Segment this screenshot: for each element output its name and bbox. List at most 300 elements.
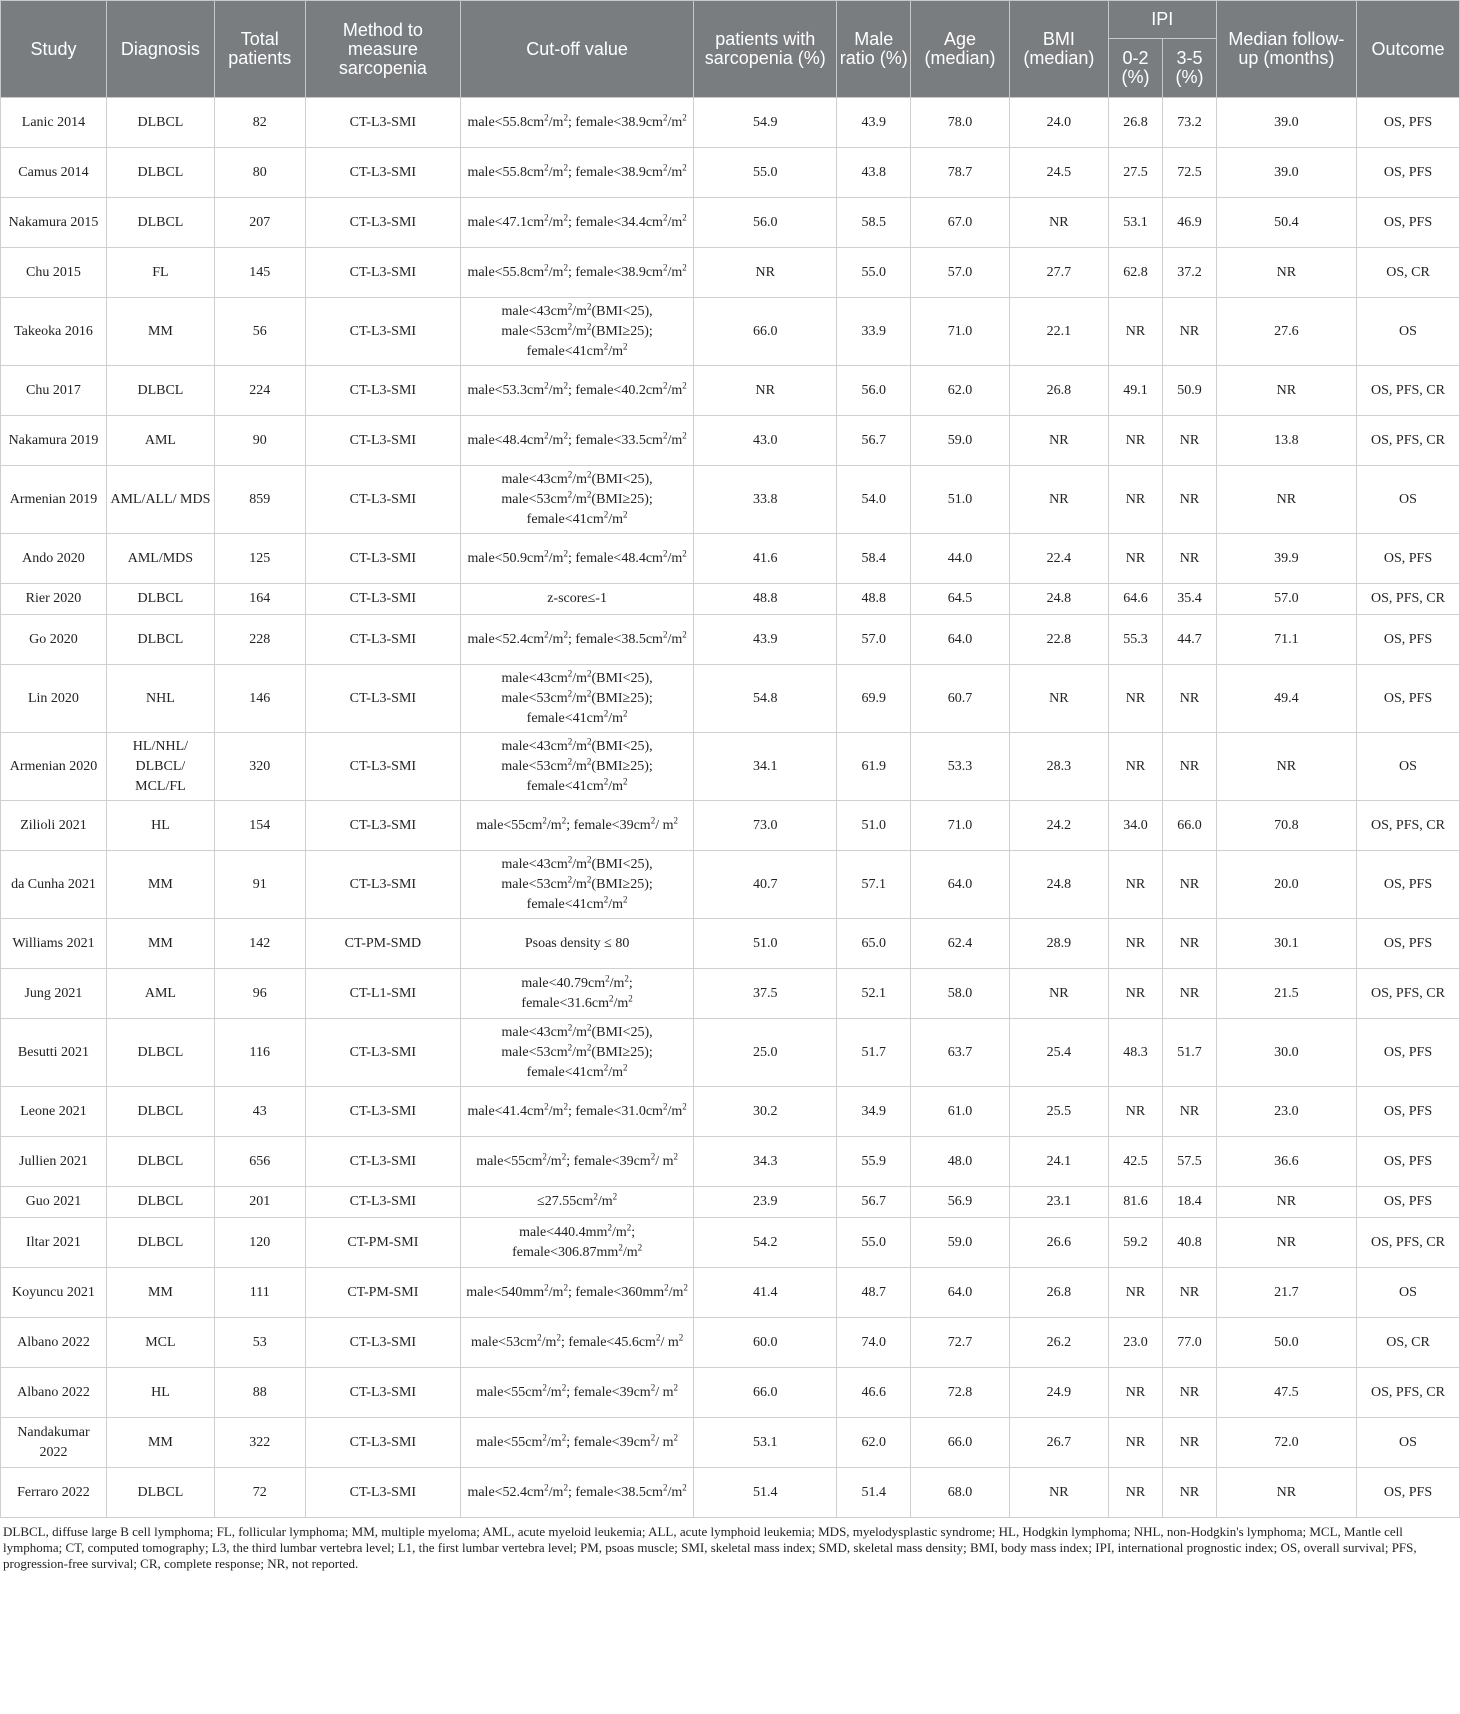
table-row bbox=[1, 98, 1460, 148]
header-male-ratio: Male ratio (%) bbox=[837, 1, 911, 98]
table-row bbox=[1, 801, 1460, 851]
method-cell: CT-L3-SMI bbox=[305, 851, 460, 919]
cutoff-cell: $male<43cm^2/m^2(BMI<25)$, $male<53cm^2/m^2(BMI\ge 25)$; $female<41cm^2/m^2$ bbox=[461, 851, 694, 919]
ipi-low-cell: NR bbox=[1108, 1418, 1162, 1468]
cutoff-cell: $male<55.8cm^2/m^2$; $female<38.9cm^2/m^2$ bbox=[461, 148, 694, 198]
method-cell: CT-L3-SMI bbox=[305, 198, 460, 248]
header-age: Age (median) bbox=[911, 1, 1010, 98]
outcome-cell: OS, PFS bbox=[1356, 615, 1459, 665]
header-ipi: IPI bbox=[1108, 1, 1216, 39]
diagnosis-cell: DLBCL bbox=[106, 615, 214, 665]
header-outcome: Outcome bbox=[1356, 1, 1459, 98]
ipi-low-cell: NR bbox=[1108, 969, 1162, 1019]
bmi-cell: NR bbox=[1009, 665, 1108, 733]
method-cell: CT-L3-SMI bbox=[305, 298, 460, 366]
followup-cell: NR bbox=[1216, 1218, 1356, 1268]
age-cell: 59.0 bbox=[911, 1218, 1010, 1268]
total-patients-cell: 43 bbox=[214, 1087, 305, 1137]
male-ratio-cell: 57.0 bbox=[837, 615, 911, 665]
ipi-high-cell: NR bbox=[1163, 1368, 1216, 1418]
cutoff-cell: $male<540mm^2/m^2$; $female<360mm^2/m^2$ bbox=[461, 1268, 694, 1318]
diagnosis-cell: AML bbox=[106, 416, 214, 466]
diagnosis-cell: MM bbox=[106, 298, 214, 366]
table-footnote: DLBCL, diffuse large B cell lymphoma; FL, follicular lymphoma; MM, multiple myeloma; AML, acute myeloid leukemia; ALL, acute lymphoid leukemia; MDS, myelodysplastic syndrome; HL, Hodgkin lymphoma; NHL, non-Hodgkin's lymphoma; MCL, Mantle cell lymphoma; CT, computed tomography; L3, the third lumbar vertebra level; L1, the first lumbar vertebra level; PM, psoas muscle; SMI, skeletal mass index; SMD, skeletal mass density; BMI, body mass index; IPI, international prognostic index; OS, overall survival; PFS, progression-free survival; CR, complete response; NR, not reported. bbox=[3, 1524, 1417, 1571]
total-patients-cell: 88 bbox=[214, 1368, 305, 1418]
ipi-high-cell: 18.4 bbox=[1163, 1187, 1216, 1218]
outcome-cell: OS, PFS bbox=[1356, 98, 1459, 148]
study-cell: Go 2020 bbox=[1, 615, 107, 665]
male-ratio-cell: 57.1 bbox=[837, 851, 911, 919]
outcome-cell: OS, PFS bbox=[1356, 1019, 1459, 1087]
bmi-cell: 28.9 bbox=[1009, 919, 1108, 969]
method-cell: CT-L3-SMI bbox=[305, 733, 460, 801]
study-cell: Chu 2017 bbox=[1, 366, 107, 416]
age-cell: 57.0 bbox=[911, 248, 1010, 298]
sarcopenia-pct-cell: 66.0 bbox=[694, 298, 837, 366]
study-cell: Iltar 2021 bbox=[1, 1218, 107, 1268]
bmi-cell: 25.4 bbox=[1009, 1019, 1108, 1087]
ipi-high-cell: NR bbox=[1163, 1087, 1216, 1137]
study-cell: Williams 2021 bbox=[1, 919, 107, 969]
ipi-high-cell: NR bbox=[1163, 733, 1216, 801]
male-ratio-cell: 62.0 bbox=[837, 1418, 911, 1468]
ipi-high-cell: NR bbox=[1163, 416, 1216, 466]
male-ratio-cell: 61.9 bbox=[837, 733, 911, 801]
method-cell: CT-L1-SMI bbox=[305, 969, 460, 1019]
study-cell: Leone 2021 bbox=[1, 1087, 107, 1137]
followup-cell: 30.1 bbox=[1216, 919, 1356, 969]
study-cell: Nandakumar 2022 bbox=[1, 1418, 107, 1468]
age-cell: 71.0 bbox=[911, 298, 1010, 366]
ipi-low-cell: NR bbox=[1108, 851, 1162, 919]
ipi-high-cell: NR bbox=[1163, 1468, 1216, 1518]
followup-cell: NR bbox=[1216, 733, 1356, 801]
cutoff-cell: $male<55cm^2/m^2$; $female<39cm^2/$ $m^2$ bbox=[461, 1418, 694, 1468]
ipi-low-cell: 42.5 bbox=[1108, 1137, 1162, 1187]
table-row bbox=[1, 851, 1460, 919]
followup-cell: 47.5 bbox=[1216, 1368, 1356, 1418]
age-cell: 64.5 bbox=[911, 584, 1010, 615]
bmi-cell: NR bbox=[1009, 416, 1108, 466]
diagnosis-cell: FL bbox=[106, 248, 214, 298]
sarcopenia-pct-cell: 56.0 bbox=[694, 198, 837, 248]
header-study: Study bbox=[1, 1, 107, 98]
diagnosis-cell: DLBCL bbox=[106, 1468, 214, 1518]
study-cell: Armenian 2020 bbox=[1, 733, 107, 801]
total-patients-cell: 111 bbox=[214, 1268, 305, 1318]
age-cell: 72.7 bbox=[911, 1318, 1010, 1368]
total-patients-cell: 125 bbox=[214, 534, 305, 584]
sarcopenia-pct-cell: 34.1 bbox=[694, 733, 837, 801]
table-row bbox=[1, 466, 1460, 534]
outcome-cell: OS, PFS, CR bbox=[1356, 584, 1459, 615]
sarcopenia-pct-cell: 23.9 bbox=[694, 1187, 837, 1218]
total-patients-cell: 146 bbox=[214, 665, 305, 733]
table-row bbox=[1, 366, 1460, 416]
ipi-low-cell: 34.0 bbox=[1108, 801, 1162, 851]
outcome-cell: OS, PFS bbox=[1356, 851, 1459, 919]
ipi-high-cell: 35.4 bbox=[1163, 584, 1216, 615]
method-cell: CT-L3-SMI bbox=[305, 534, 460, 584]
table-row bbox=[1, 1218, 1460, 1268]
method-cell: CT-PM-SMI bbox=[305, 1268, 460, 1318]
outcome-cell: OS, PFS bbox=[1356, 148, 1459, 198]
diagnosis-cell: AML/ALL/ MDS bbox=[106, 466, 214, 534]
header-ipi-low: 0-2 (%) bbox=[1108, 39, 1162, 98]
male-ratio-cell: 48.8 bbox=[837, 584, 911, 615]
total-patients-cell: 201 bbox=[214, 1187, 305, 1218]
table-row bbox=[1, 1137, 1460, 1187]
cutoff-cell: $male<50.9cm^2/m^2$; $female<48.4cm^2/m^2$ bbox=[461, 534, 694, 584]
method-cell: CT-L3-SMI bbox=[305, 1137, 460, 1187]
ipi-high-cell: NR bbox=[1163, 534, 1216, 584]
ipi-high-cell: NR bbox=[1163, 665, 1216, 733]
study-cell: Albano 2022 bbox=[1, 1368, 107, 1418]
diagnosis-cell: MM bbox=[106, 1418, 214, 1468]
method-cell: CT-PM-SMI bbox=[305, 1218, 460, 1268]
diagnosis-cell: HL bbox=[106, 801, 214, 851]
bmi-cell: 24.8 bbox=[1009, 584, 1108, 615]
ipi-high-cell: NR bbox=[1163, 969, 1216, 1019]
outcome-cell: OS bbox=[1356, 1268, 1459, 1318]
age-cell: 63.7 bbox=[911, 1019, 1010, 1087]
outcome-cell: OS, PFS bbox=[1356, 534, 1459, 584]
method-cell: CT-L3-SMI bbox=[305, 1318, 460, 1368]
table-row bbox=[1, 1019, 1460, 1087]
followup-cell: 13.8 bbox=[1216, 416, 1356, 466]
male-ratio-cell: 34.9 bbox=[837, 1087, 911, 1137]
male-ratio-cell: 55.0 bbox=[837, 1218, 911, 1268]
header-followup: Median follow-up (months) bbox=[1216, 1, 1356, 98]
method-cell: CT-L3-SMI bbox=[305, 584, 460, 615]
age-cell: 64.0 bbox=[911, 851, 1010, 919]
total-patients-cell: 859 bbox=[214, 466, 305, 534]
sarcopenia-pct-cell: 54.2 bbox=[694, 1218, 837, 1268]
age-cell: 71.0 bbox=[911, 801, 1010, 851]
ipi-low-cell: NR bbox=[1108, 1368, 1162, 1418]
bmi-cell: 27.7 bbox=[1009, 248, 1108, 298]
outcome-cell: OS, CR bbox=[1356, 248, 1459, 298]
outcome-cell: OS, PFS bbox=[1356, 1187, 1459, 1218]
sarcopenia-pct-cell: 37.5 bbox=[694, 969, 837, 1019]
study-cell: Chu 2015 bbox=[1, 248, 107, 298]
ipi-low-cell: 49.1 bbox=[1108, 366, 1162, 416]
table-row bbox=[1, 416, 1460, 466]
diagnosis-cell: MM bbox=[106, 851, 214, 919]
sarcopenia-pct-cell: NR bbox=[694, 366, 837, 416]
table-row bbox=[1, 969, 1460, 1019]
bmi-cell: 22.4 bbox=[1009, 534, 1108, 584]
bmi-cell: 28.3 bbox=[1009, 733, 1108, 801]
male-ratio-cell: 56.0 bbox=[837, 366, 911, 416]
age-cell: 78.7 bbox=[911, 148, 1010, 198]
cutoff-cell: $male<40.79cm^2/m^2$; $female<31.6cm^2/m^2$ bbox=[461, 969, 694, 1019]
male-ratio-cell: 51.0 bbox=[837, 801, 911, 851]
table-row bbox=[1, 1468, 1460, 1518]
age-cell: 67.0 bbox=[911, 198, 1010, 248]
followup-cell: 21.7 bbox=[1216, 1268, 1356, 1318]
bmi-cell: NR bbox=[1009, 1468, 1108, 1518]
bmi-cell: 26.7 bbox=[1009, 1418, 1108, 1468]
sarcopenia-pct-cell: 43.0 bbox=[694, 416, 837, 466]
diagnosis-cell: MM bbox=[106, 919, 214, 969]
followup-cell: 50.4 bbox=[1216, 198, 1356, 248]
total-patients-cell: 164 bbox=[214, 584, 305, 615]
sarcopenia-pct-cell: 54.8 bbox=[694, 665, 837, 733]
diagnosis-cell: HL bbox=[106, 1368, 214, 1418]
outcome-cell: OS bbox=[1356, 298, 1459, 366]
cutoff-cell: $male<55cm^2/m^2$; $female<39cm^2/$ $m^2$ bbox=[461, 1137, 694, 1187]
total-patients-cell: 320 bbox=[214, 733, 305, 801]
sarcopenia-pct-cell: 54.9 bbox=[694, 98, 837, 148]
cutoff-cell: $male<47.1cm^2/m^2$; $female<34.4cm^2/m^2$ bbox=[461, 198, 694, 248]
outcome-cell: OS, PFS bbox=[1356, 1468, 1459, 1518]
sarcopenia-pct-cell: 30.2 bbox=[694, 1087, 837, 1137]
study-cell: Lin 2020 bbox=[1, 665, 107, 733]
ipi-high-cell: 46.9 bbox=[1163, 198, 1216, 248]
male-ratio-cell: 51.4 bbox=[837, 1468, 911, 1518]
ipi-low-cell: 26.8 bbox=[1108, 98, 1162, 148]
followup-cell: 70.8 bbox=[1216, 801, 1356, 851]
bmi-cell: NR bbox=[1009, 198, 1108, 248]
age-cell: 56.9 bbox=[911, 1187, 1010, 1218]
study-cell: Jung 2021 bbox=[1, 969, 107, 1019]
header-bmi: BMI (median) bbox=[1009, 1, 1108, 98]
sarcopenia-pct-cell: 25.0 bbox=[694, 1019, 837, 1087]
total-patients-cell: 82 bbox=[214, 98, 305, 148]
ipi-low-cell: 55.3 bbox=[1108, 615, 1162, 665]
ipi-high-cell: 37.2 bbox=[1163, 248, 1216, 298]
sarcopenia-pct-cell: 51.4 bbox=[694, 1468, 837, 1518]
total-patients-cell: 145 bbox=[214, 248, 305, 298]
header-total-patients: Total patients bbox=[214, 1, 305, 98]
table-row bbox=[1, 1368, 1460, 1418]
header-sarcopenia-pct: patients with sarcopenia (%) bbox=[694, 1, 837, 98]
followup-cell: 57.0 bbox=[1216, 584, 1356, 615]
method-cell: CT-L3-SMI bbox=[305, 615, 460, 665]
diagnosis-cell: DLBCL bbox=[106, 1087, 214, 1137]
age-cell: 59.0 bbox=[911, 416, 1010, 466]
table-row bbox=[1, 733, 1460, 801]
header-diagnosis: Diagnosis bbox=[106, 1, 214, 98]
diagnosis-cell: NHL bbox=[106, 665, 214, 733]
table-row bbox=[1, 1318, 1460, 1368]
cutoff-cell: $male<55.8cm^2/m^2$; $female<38.9cm^2/m^2$ bbox=[461, 98, 694, 148]
total-patients-cell: 224 bbox=[214, 366, 305, 416]
followup-cell: 21.5 bbox=[1216, 969, 1356, 1019]
method-cell: CT-L3-SMI bbox=[305, 466, 460, 534]
sarcopenia-pct-cell: 73.0 bbox=[694, 801, 837, 851]
ipi-low-cell: NR bbox=[1108, 416, 1162, 466]
total-patients-cell: 91 bbox=[214, 851, 305, 919]
followup-cell: NR bbox=[1216, 366, 1356, 416]
bmi-cell: 22.8 bbox=[1009, 615, 1108, 665]
diagnosis-cell: AML bbox=[106, 969, 214, 1019]
study-cell: Jullien 2021 bbox=[1, 1137, 107, 1187]
age-cell: 60.7 bbox=[911, 665, 1010, 733]
table-row bbox=[1, 148, 1460, 198]
diagnosis-cell: DLBCL bbox=[106, 1218, 214, 1268]
followup-cell: 39.9 bbox=[1216, 534, 1356, 584]
table-row bbox=[1, 1418, 1460, 1468]
sarcopenia-pct-cell: 48.8 bbox=[694, 584, 837, 615]
male-ratio-cell: 33.9 bbox=[837, 298, 911, 366]
cutoff-cell: $male<41.4cm^2/m^2$; $female<31.0cm^2/m^2$ bbox=[461, 1087, 694, 1137]
bmi-cell: 24.2 bbox=[1009, 801, 1108, 851]
total-patients-cell: 80 bbox=[214, 148, 305, 198]
male-ratio-cell: 46.6 bbox=[837, 1368, 911, 1418]
study-cell: Koyuncu 2021 bbox=[1, 1268, 107, 1318]
method-cell: CT-L3-SMI bbox=[305, 1418, 460, 1468]
sarcopenia-pct-cell: 66.0 bbox=[694, 1368, 837, 1418]
male-ratio-cell: 43.9 bbox=[837, 98, 911, 148]
cutoff-cell: $male<43cm^2/m^2(BMI<25)$, $male<53cm^2/m^2(BMI\ge 25)$; $female<41cm^2/m^2$ bbox=[461, 1019, 694, 1087]
total-patients-cell: 120 bbox=[214, 1218, 305, 1268]
diagnosis-cell: MCL bbox=[106, 1318, 214, 1368]
age-cell: 44.0 bbox=[911, 534, 1010, 584]
male-ratio-cell: 52.1 bbox=[837, 969, 911, 1019]
bmi-cell: 23.1 bbox=[1009, 1187, 1108, 1218]
cutoff-cell: $male<53.3cm^2/m^2$; $female<40.2cm^2/m^2$ bbox=[461, 366, 694, 416]
total-patients-cell: 96 bbox=[214, 969, 305, 1019]
outcome-cell: OS bbox=[1356, 733, 1459, 801]
cutoff-cell: $male<440.4mm^2/m^2$; $female<306.87mm^2/m^2$ bbox=[461, 1218, 694, 1268]
cutoff-cell: $male<43cm^2/m^2(BMI<25)$, $male<53cm^2/m^2(BMI\ge 25)$; $female<41cm^2/m^2$ bbox=[461, 733, 694, 801]
followup-cell: 72.0 bbox=[1216, 1418, 1356, 1468]
age-cell: 62.4 bbox=[911, 919, 1010, 969]
bmi-cell: 26.8 bbox=[1009, 366, 1108, 416]
male-ratio-cell: 74.0 bbox=[837, 1318, 911, 1368]
cutoff-cell: $male<43cm^2/m^2(BMI<25)$, $male<53cm^2/m^2(BMI\ge 25)$; $female<41cm^2/m^2$ bbox=[461, 665, 694, 733]
outcome-cell: OS, PFS, CR bbox=[1356, 366, 1459, 416]
age-cell: 61.0 bbox=[911, 1087, 1010, 1137]
sarcopenia-pct-cell: 41.4 bbox=[694, 1268, 837, 1318]
followup-cell: 20.0 bbox=[1216, 851, 1356, 919]
study-cell: Albano 2022 bbox=[1, 1318, 107, 1368]
ipi-low-cell: NR bbox=[1108, 1087, 1162, 1137]
ipi-low-cell: 64.6 bbox=[1108, 584, 1162, 615]
header-cutoff: Cut-off value bbox=[461, 1, 694, 98]
cutoff-cell: Psoas density ≤ 80 bbox=[461, 919, 694, 969]
sarcopenia-pct-cell: 34.3 bbox=[694, 1137, 837, 1187]
study-cell: Rier 2020 bbox=[1, 584, 107, 615]
total-patients-cell: 228 bbox=[214, 615, 305, 665]
diagnosis-cell: DLBCL bbox=[106, 584, 214, 615]
followup-cell: 30.0 bbox=[1216, 1019, 1356, 1087]
outcome-cell: OS, PFS bbox=[1356, 665, 1459, 733]
cutoff-cell: $male<52.4cm^2/m^2$; $female<38.5cm^2/m^2$ bbox=[461, 1468, 694, 1518]
bmi-cell: 26.8 bbox=[1009, 1268, 1108, 1318]
cutoff-cell: $male<55.8cm^2/m^2$; $female<38.9cm^2/m^2$ bbox=[461, 248, 694, 298]
method-cell: CT-L3-SMI bbox=[305, 248, 460, 298]
diagnosis-cell: DLBCL bbox=[106, 198, 214, 248]
outcome-cell: OS, PFS, CR bbox=[1356, 969, 1459, 1019]
age-cell: 53.3 bbox=[911, 733, 1010, 801]
total-patients-cell: 116 bbox=[214, 1019, 305, 1087]
cutoff-cell: z-score≤-1 bbox=[461, 584, 694, 615]
method-cell: CT-L3-SMI bbox=[305, 98, 460, 148]
age-cell: 78.0 bbox=[911, 98, 1010, 148]
ipi-high-cell: NR bbox=[1163, 298, 1216, 366]
male-ratio-cell: 58.5 bbox=[837, 198, 911, 248]
sarcopenia-pct-cell: 33.8 bbox=[694, 466, 837, 534]
followup-cell: 49.4 bbox=[1216, 665, 1356, 733]
outcome-cell: OS, PFS bbox=[1356, 198, 1459, 248]
age-cell: 72.8 bbox=[911, 1368, 1010, 1418]
followup-cell: NR bbox=[1216, 466, 1356, 534]
age-cell: 62.0 bbox=[911, 366, 1010, 416]
age-cell: 68.0 bbox=[911, 1468, 1010, 1518]
male-ratio-cell: 65.0 bbox=[837, 919, 911, 969]
followup-cell: 50.0 bbox=[1216, 1318, 1356, 1368]
ipi-low-cell: NR bbox=[1108, 534, 1162, 584]
ipi-low-cell: NR bbox=[1108, 298, 1162, 366]
outcome-cell: OS, PFS, CR bbox=[1356, 1368, 1459, 1418]
sarcopenia-pct-cell: 51.0 bbox=[694, 919, 837, 969]
table-row bbox=[1, 1268, 1460, 1318]
followup-cell: 36.6 bbox=[1216, 1137, 1356, 1187]
sarcopenia-pct-cell: 41.6 bbox=[694, 534, 837, 584]
table-row bbox=[1, 248, 1460, 298]
study-cell: Guo 2021 bbox=[1, 1187, 107, 1218]
outcome-cell: OS, PFS bbox=[1356, 1087, 1459, 1137]
total-patients-cell: 72 bbox=[214, 1468, 305, 1518]
ipi-high-cell: 51.7 bbox=[1163, 1019, 1216, 1087]
table-row bbox=[1, 584, 1460, 615]
method-cell: CT-L3-SMI bbox=[305, 148, 460, 198]
study-cell: Besutti 2021 bbox=[1, 1019, 107, 1087]
outcome-cell: OS bbox=[1356, 1418, 1459, 1468]
male-ratio-cell: 58.4 bbox=[837, 534, 911, 584]
total-patients-cell: 142 bbox=[214, 919, 305, 969]
ipi-low-cell: 27.5 bbox=[1108, 148, 1162, 198]
method-cell: CT-PM-SMD bbox=[305, 919, 460, 969]
male-ratio-cell: 56.7 bbox=[837, 416, 911, 466]
total-patients-cell: 154 bbox=[214, 801, 305, 851]
male-ratio-cell: 51.7 bbox=[837, 1019, 911, 1087]
outcome-cell: OS bbox=[1356, 466, 1459, 534]
ipi-high-cell: 72.5 bbox=[1163, 148, 1216, 198]
ipi-high-cell: NR bbox=[1163, 466, 1216, 534]
study-cell: Nakamura 2019 bbox=[1, 416, 107, 466]
table-row bbox=[1, 1087, 1460, 1137]
followup-cell: 23.0 bbox=[1216, 1087, 1356, 1137]
total-patients-cell: 53 bbox=[214, 1318, 305, 1368]
method-cell: CT-L3-SMI bbox=[305, 1187, 460, 1218]
cutoff-cell: $male<52.4cm^2/m^2$; $female<38.5cm^2/m^2$ bbox=[461, 615, 694, 665]
method-cell: CT-L3-SMI bbox=[305, 801, 460, 851]
total-patients-cell: 656 bbox=[214, 1137, 305, 1187]
followup-cell: NR bbox=[1216, 1468, 1356, 1518]
bmi-cell: NR bbox=[1009, 969, 1108, 1019]
cutoff-cell: $male<55cm^2/m^2$; $female<39cm^2/$ $m^2$ bbox=[461, 801, 694, 851]
male-ratio-cell: 56.7 bbox=[837, 1187, 911, 1218]
table-row bbox=[1, 665, 1460, 733]
followup-cell: 71.1 bbox=[1216, 615, 1356, 665]
total-patients-cell: 322 bbox=[214, 1418, 305, 1468]
bmi-cell: 24.9 bbox=[1009, 1368, 1108, 1418]
ipi-low-cell: NR bbox=[1108, 1468, 1162, 1518]
diagnosis-cell: HL/NHL/ DLBCL/ MCL/FL bbox=[106, 733, 214, 801]
ipi-high-cell: 40.8 bbox=[1163, 1218, 1216, 1268]
cutoff-cell: $male<48.4cm^2/m^2$; $female<33.5cm^2/m^2$ bbox=[461, 416, 694, 466]
sarcopenia-pct-cell: 53.1 bbox=[694, 1418, 837, 1468]
ipi-low-cell: 48.3 bbox=[1108, 1019, 1162, 1087]
total-patients-cell: 207 bbox=[214, 198, 305, 248]
method-cell: CT-L3-SMI bbox=[305, 1468, 460, 1518]
ipi-low-cell: 59.2 bbox=[1108, 1218, 1162, 1268]
method-cell: CT-L3-SMI bbox=[305, 416, 460, 466]
